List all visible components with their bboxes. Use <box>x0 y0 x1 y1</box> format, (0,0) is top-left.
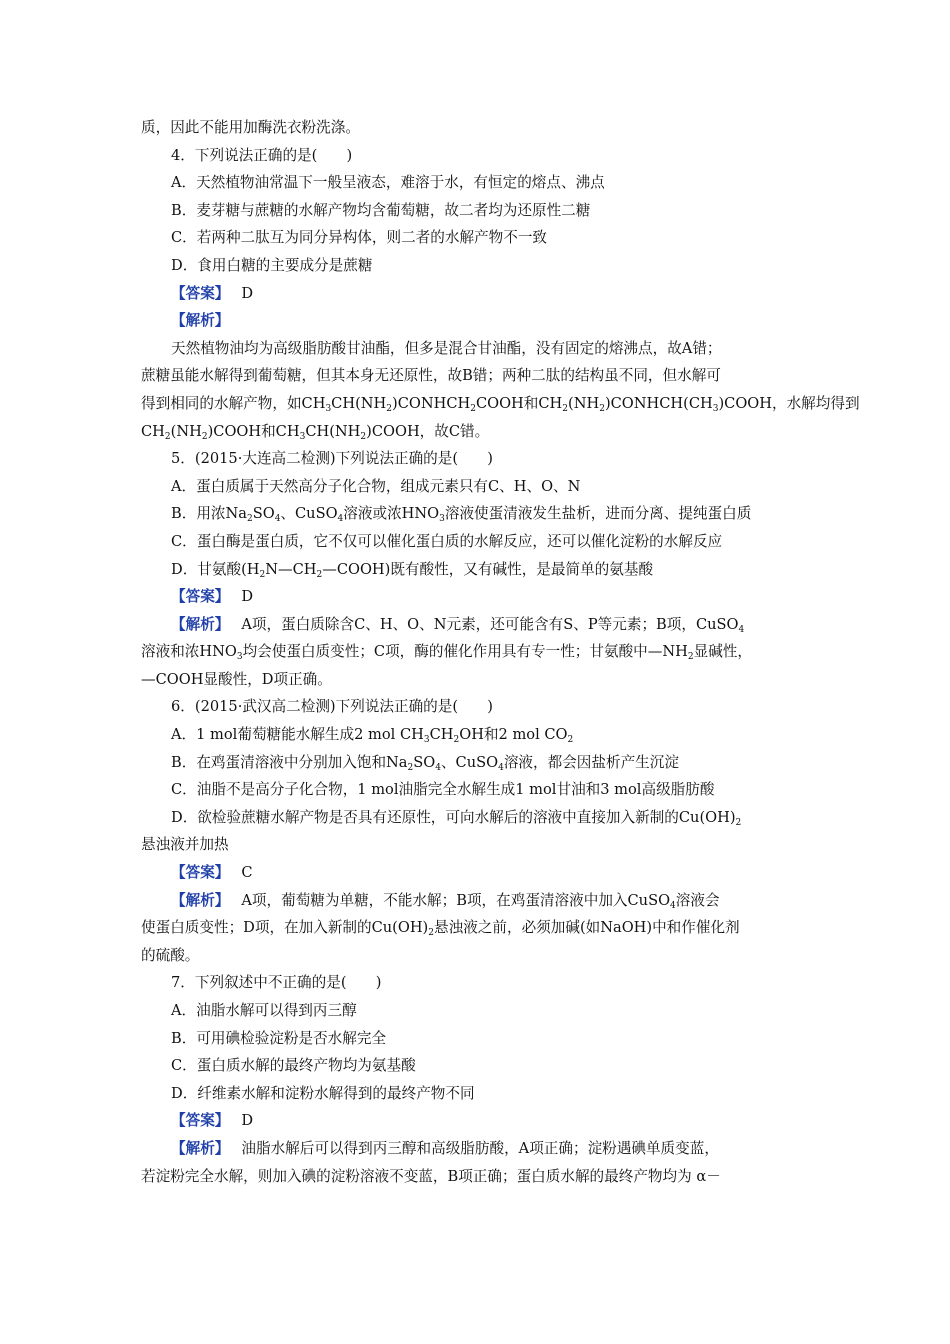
explanation-line: 若淀粉完全水解，则加入碘的淀粉溶液不变蓝，B项正确；蛋白质水解的最终产物均为 α－ <box>141 1167 721 1185</box>
question-4: 4．下列说法正确的是( ) <box>171 146 353 164</box>
answer-label: 【答案】 <box>171 864 230 882</box>
question-6-option-d: D．欲检验蔗糖水解产物是否具有还原性，可向水解后的溶液中直接加入新制的$Cu(OH)_2$ <box>171 808 742 828</box>
question-6-option-a: A．1 mol葡萄糖能水解生成2 mol $CH_3CH_2OH$和2 mol $CO_2$ <box>171 726 574 746</box>
text-line: 质，因此不能用加酶洗衣粉洗涤。 <box>141 119 360 136</box>
answer-line <box>141 583 813 611</box>
analysis-label: 【解析】 <box>171 891 230 909</box>
answer-line <box>141 1107 813 1135</box>
explanation-line: 天然植物油均为高级脂肪酸甘油酯，但多是混合甘油酯，没有固定的熔沸点，故A错； <box>171 339 722 357</box>
question-6-option-b: B．在鸡蛋清溶液中分别加入饱和$Na_2SO_4$、CuSO$_4$溶液，都会因盐析产生沉淀 <box>171 753 679 773</box>
question-6-option-c: C．油脂不是高分子化合物，1 mol油脂完全水解生成1 mol甘油和3 mol高级脂肪酸 <box>171 781 715 799</box>
answer-value: D <box>241 1112 254 1130</box>
analysis-label: 【解析】 <box>171 1139 230 1157</box>
analysis-line <box>141 307 813 335</box>
explanation-line: 【解析】 A项，蛋白质除含C、H、O、N元素，还可能含有S、P等元素；B项，CuSO$_4$ <box>171 615 745 635</box>
question-5-option-c: C．蛋白酶是蛋白质，它不仅可以催化蛋白质的水解反应，还可以催化淀粉的水解反应 <box>171 532 723 550</box>
question-7-option-d: D．纤维素水解和淀粉水解得到的最终产物不同 <box>171 1084 475 1102</box>
question-4-option-c: C．若两种二肽互为同分异构体，则二者的水解产物不一致 <box>171 229 548 247</box>
answer-value: D <box>241 588 254 606</box>
answer-label: 【答案】 <box>171 284 230 302</box>
answer-line <box>141 280 813 308</box>
document-page <box>141 114 860 1190</box>
explanation-line: —COOH显酸性，D项正确。 <box>141 670 332 688</box>
question-6: 6．(2015·武汉高二检测)下列说法正确的是( ) <box>171 698 493 716</box>
analysis-label: 【解析】 <box>171 615 230 633</box>
answer-value: D <box>241 284 254 302</box>
explanation-line: 【解析】 A项，葡萄糖为单糖，不能水解；B项，在鸡蛋清溶液中加入CuSO$_4$溶液会 <box>171 891 720 911</box>
explanation-line: 蔗糖虽能水解得到葡萄糖，但其本身无还原性，故B错；两种二肽的结构虽不同，但水解可 <box>141 367 721 385</box>
question-5: 5．(2015·大连高二检测)下列说法正确的是( ) <box>171 450 493 468</box>
explanation-line: 的硫酸。 <box>141 946 200 964</box>
explanation-line: 溶液和浓$HNO_3$均会使蛋白质变性；C项，酶的催化作用具有专一性；甘氨酸中$—NH_2$显碱性， <box>141 643 752 663</box>
answer-line <box>141 859 813 887</box>
answer-label: 【答案】 <box>171 588 230 606</box>
question-7-option-c: C．蛋白质水解的最终产物均为氨基酸 <box>171 1057 416 1075</box>
answer-value: C <box>241 864 253 882</box>
question-4-option-a: A．天然植物油常温下一般呈液态，难溶于水，有恒定的熔点、沸点 <box>171 174 605 192</box>
answer-label: 【答案】 <box>171 1112 230 1130</box>
explanation-line: $CH_2(NH_2)COOH$和$CH_3CH(NH_2)COOH$，故C错。 <box>141 422 490 442</box>
question-7-option-a: A．油脂水解可以得到丙三醇 <box>171 1002 357 1019</box>
question-6-option-d-cont: 悬浊液并加热 <box>141 836 229 854</box>
explanation-line: 得到相同的水解产物，如$CH_3CH(NH_2)CONHCH_2COOH$和$CH_2(NH_2)CONHCH(CH_3)COOH$，水解均得到 <box>141 394 860 414</box>
question-7: 7．下列叙述中不正确的是( ) <box>171 974 382 992</box>
analysis-label: 【解析】 <box>171 312 230 330</box>
question-5-option-d: D．甘氨酸$(H_2N—CH_2—COOH)$既有酸性，又有碱性，是最简单的氨基酸 <box>171 560 654 580</box>
question-4-option-b: B．麦芽糖与蔗糖的水解产物均含葡萄糖，故二者均为还原性二糖 <box>171 201 591 219</box>
explanation-line: 【解析】 油脂水解后可以得到丙三醇和高级脂肪酸，A项正确；淀粉遇碘单质变蓝， <box>171 1139 719 1157</box>
question-5-option-a: A．蛋白质属于天然高分子化合物，组成元素只有C、H、O、N <box>171 477 581 495</box>
explanation-line: 使蛋白质变性；D项，在加入新制的$Cu(OH)_2$悬浊液之前，必须加碱(如NaOH)中和作催化剂 <box>141 919 740 939</box>
question-7-option-b: B．可用碘检验淀粉是否水解完全 <box>171 1029 387 1047</box>
question-4-option-d: D．食用白糖的主要成分是蔗糖 <box>171 256 373 274</box>
question-5-option-b: B．用浓$Na_2SO_4$、CuSO$_4$溶液或浓$HNO_3$溶液使蛋清液发生盐析，进而分离、提纯蛋白质 <box>171 505 752 525</box>
